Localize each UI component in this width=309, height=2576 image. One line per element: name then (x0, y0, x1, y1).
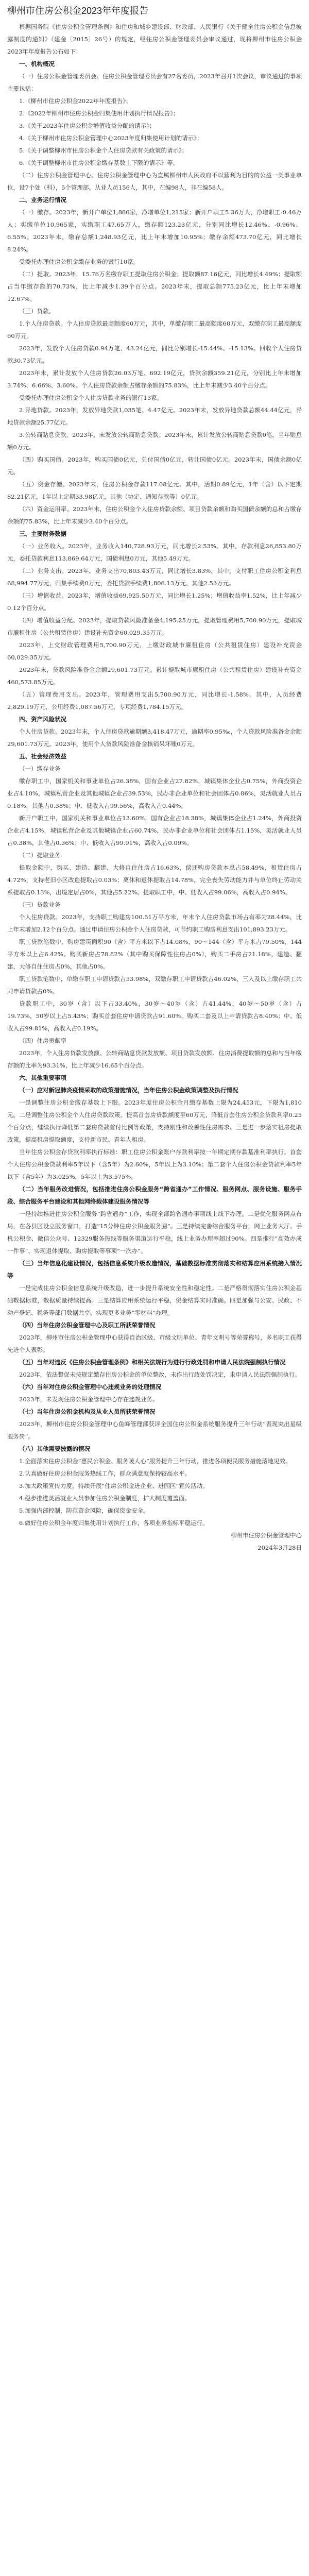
paragraph: 2023年，依法督促未按规定缴存住房公积金的单位整改，未作出行政处罚决定，未申请人民法院强制执行。 (19, 1371, 301, 1378)
paragraph: 一是调整住房公积金缴存基数上下限。2023年度住房公积金月缴存基数上限为24,453元，下限为1,810元。二是调整住房公积金个人住房贷款政策。提高首套房贷款额度至60万元，降低首套住房公积金贷款利率0.25个百分点，继续执行降低第二套房贷款首付比例等政策，支持刚性和改善性住房需求。三是进一步落实租房提取政策，提高租房提取额度，支持新市民、青年人租房。 (7, 1099, 302, 1143)
paragraph: 2.认真做好住房公积金服务热线工作，群众满意度保持较高水平。 (19, 1470, 191, 1477)
subsection-heading: （一）应对新冠肺炎疫情采取的政策措施情况，当年住房公积金政策调整及执行情况 (19, 1087, 238, 1094)
subsection-heading: （四）当年住房公积金管理中心及职工所获荣誉情况 (19, 1321, 156, 1329)
paragraph: 1.全面落实住房公积金“惠民公积金、服务暖人心”服务提升三年行动，推进各项便民服务措施落地见效。 (19, 1458, 291, 1465)
paragraph: （三）贷款业务 (19, 901, 61, 908)
paragraph: （一）住房公积金管理委员会。住房公积金管理委员会有27名委员，2023年召开1次会议，审议通过的事项主要包括： (7, 73, 302, 92)
paragraph: （一）业务收入。2023年，业务收入140,728.93万元，同比增长2.53%。其中，存款利息26,853.80万元，委托贷款利息113,869.64万元，国债利息0万元，其他5.49万元。 (7, 543, 302, 562)
paragraph: （一）缴存业务 (19, 765, 61, 772)
paragraph: 3.公转商贴息贷款。2023年，未发放公转商贴息贷款。2023年末，累计发放公转商贴息贷款0笔，当年贴息额0万元。 (7, 431, 302, 451)
paragraph: 2023年，柳州市住房公积金管理中心鱼峰管理部获评全国住房公积金系统服务提升三年行动“表现突出星级服务岗”。 (7, 1420, 302, 1440)
paragraph: （二）提取。2023年，15.76万名缴存职工提取住房公积金；提取额87.16亿元，同比增长4.49%；提取额占当年缴存额的70.73%，比上年减少1.39个百分点。2023年末，提取总额775.23亿元，比上年末增加12.67%。 (7, 270, 302, 302)
paragraph: 新开户职工中，国家机关和事业单位占13.60%，国有企业占18.38%，城镇集体企业占1.24%，外商投资企业占4.15%，城镇私营企业及其他城镇企业占60.74%，民办非企业单位和社会团体占1.15%，灵活就业人员占0.38%，其他占0.36%；中、低收入占99.91%，高收入占0.09%。 (7, 815, 302, 846)
section-heading: 三、主要财务数据 (19, 530, 66, 537)
paragraph: 6.做好住房公积金年度归集使用计划执行工作，各项业务指标平稳运行。 (19, 1519, 209, 1527)
paragraph: （二）住房公积金管理中心。住房公积金管理中心为直属柳州市人民政府不以营利为目的的公益一类事业单位，设7个处（科），5个管理部。从业人员156人，其中，在编98人，非在编58人。 (7, 172, 302, 191)
paragraph: 提取金额中，购买、建造、翻建、大修自住住房占16.63%，偿还购房贷款本息占58.49%，租赁住房占4.72%，支持老旧小区改造提取占0.03%；离休和退休提取占14.78%，完全丧失劳动能力并与单位终止劳动关系提取占0.13%，出境定居占0%，其他占5.22%。提取职工中，中、低收入占99.06%，高收入占0.94%。 (7, 864, 302, 896)
paragraph: 一是完成住房公积金信息系统升级改造，进一步提升系统安全性和稳定性。二是严格贯彻落实住房公积金基础数据标准，数据质量持续提高。三是结算应用系统运行平稳，资金结算实时准确。四是加强与公安、民政、不动产登记、税务等部门数据共享，实现更多业务“零材料”办理。 (7, 1284, 302, 1316)
subsection-heading: （二）当年服务改进情况，包括推进住房公积金服务“跨省通办”工作情况、服务网点、服务设施、服务手段、综合服务平台建设和其他网络载体建设服务情况等 (7, 1185, 302, 1205)
paragraph: 2.《2022年柳州市住房公积金归集使用计划执行情况报告》； (19, 110, 179, 117)
paragraph: 5.加强内部控制，防范资金风险，确保资金安全。 (19, 1507, 149, 1514)
subsection-heading: （三）当年信息化建设情况，包括信息系统升级改造情况，基础数据标准贯彻落实和结算应用系统接入情况等 (7, 1260, 302, 1279)
paragraph: （二）提取业务 (19, 852, 61, 859)
section-heading: 五、社会经济效益 (19, 753, 66, 760)
paragraph: （四）住房贡献率 (19, 1037, 66, 1044)
paragraph: 3.《关于2023年住房公积金增值收益分配的请示》； (19, 122, 156, 129)
paragraph: （五）管理费用支出。2023年，管理费用支出5,700.90万元，同比增长-1.58%。其中，人员经费2,829.19万元，公用经费1,087.56万元，专项经费1,784.15万元。 (7, 691, 302, 710)
section-heading: 二、业务运行情况 (19, 196, 66, 204)
section-heading: 六、其他重要事项 (19, 1074, 66, 1081)
paragraph: 5.《关于调整柳州市住房公积金个人住房贷款有关政策的请示》； (19, 147, 188, 154)
paragraph: 2.异地贷款。2023年，发放异地贷款1,035笔、4.47亿元。2023年末，发放异地贷款总额44.44亿元，异地贷款余额25.77亿元。 (7, 406, 302, 426)
paragraph: 职工贷款笔数中，单缴存职工申请贷款占53.98%，双缴存职工申请贷款占46.02%，三人及以上缴存职工共同申请贷款占0%。 (7, 975, 302, 995)
paragraph: 职工贷款笔数中，购房建筑面积90（含）平方米以下占14.08%，90～144（含）平方米占79.50%，144平方米以上占6.42%。购买新房占78.82%（其中购买保障性住房占0%），购买二手房占21.18%，建造、翻建、大修自住住房占0%，其他占0%。 (7, 938, 302, 970)
paragraph: （四）购买国债。2023年，购买国债0亿元，兑付国债0亿元，转让国债0亿元。2023年末，国债余额0亿元。 (7, 456, 302, 476)
paragraph: 贷款职工中，30岁（含）以下占33.40%，30岁～40岁（含）占41.44%，40岁～50岁（含）占19.73%，50岁以上占5.43%；购买首套住房申请贷款占91.60%，购买二套及以上申请贷款占8.40%；中、低收入占99.81%，高收入占0.19%。 (7, 1000, 302, 1032)
paragraph: 6.《关于调整柳州市住房公积金缴存基数上下限的请示》等。 (19, 159, 179, 166)
subsection-heading: （八）其他需要披露的情况 (19, 1445, 90, 1452)
subsection-heading: （七）当年住房公积金机构及从业人员所获荣誉情况 (19, 1408, 156, 1415)
paragraph: （一）缴存。2023年，新开户单位1,886家，净增单位1,215家；新开户职工5.36万人，净增职工-0.46万人；实缴单位10,965家，实缴职工47.65万人，缴存额123.23亿元，分别同比增长12.46%、-0.96%、6.55%。2023年末，缴存总额1,248.93亿元，比上年末增加10.95%；缴存余额473.70亿元，同比增长8.24%。 (7, 209, 302, 253)
section-heading: 一、机构概况 (19, 60, 55, 67)
report-body (7, 21, 302, 1554)
paragraph: 1.个人住房贷款。个人住房贷款最高额度60万元，其中，单缴存职工最高额度60万元，双缴存职工最高额度60万元。 (7, 320, 302, 340)
paragraph: （二）业务支出。2023年，业务支出70,803.43万元，同比增长3.83%。其中，支付职工住房公积金利息68,994.77万元，归集手续费0万元，委托贷款手续费1,806.13万元，其他2.53万元。 (7, 567, 302, 587)
paragraph: 受委托办理住房公积金个人住房贷款业务的银行13家。 (19, 394, 163, 401)
paragraph: 2023年，未发现住房公积金管理中心存在违规业务。 (19, 1396, 159, 1403)
signature-line: 2024年3月28日 (258, 1544, 302, 1551)
section-heading: 四、资产风险状况 (19, 716, 66, 723)
page-title: 柳州市住房公积金2023年年度报告 (7, 6, 149, 16)
paragraph: （四）增值收益分配。2023年，提取贷款风险准备金4,195.25万元，提取管理费用5,700.90万元，提取城市廉租住房（公共租赁住房）建设补充资金60,029.35万元。 (7, 617, 302, 636)
paragraph: 4.《关于柳州市住房公积金管理中心2023年度归集使用计划的请示》； (19, 134, 203, 142)
signature-line: 柳州市住房公积金管理中心 (231, 1532, 302, 1539)
paragraph: 当年住房公积金存贷款利率执行标准：职工住房公积金账户存款利率按一年期定期存款基准利率执行。首套个人住房公积金贷款利率5年以下（含5年）为2.60%，5年以上为3.10%；第二套个人住房公积金贷款利率5年以下（含5年）为3.025%，5年以上为3.575%。 (7, 1148, 302, 1180)
paragraph: （三）增值收益。2023年，增值收益69,925.50万元，同比增长1.25%；增值收益率1.52%，比上年减少0.12个百分点。 (7, 592, 302, 612)
paragraph: 个人住房贷款。2023年，支持职工购建房100.51万平方米，年末个人住房贷款市场占有率为28.44%，比上年末增加2.12个百分点。通过申请住房公积金个人住房贷款，可节约职工购房利息支出101,893.23万元。 (7, 913, 302, 933)
paragraph: （五）资金存储。2023年末，住房公积金存款117.08亿元。其中，活期0.89亿元，1年（含）以下定期82.21亿元，1年以上定期33.98亿元，其他（协定、通知存款等）0亿元。 (7, 481, 302, 500)
paragraph: 缴存职工中，国家机关和事业单位占26.38%，国有企业占27.82%，城镇集体企业占0.75%，外商投资企业占4.10%，城镇私营企业及其他城镇企业占39.53%，民办非企业单位和社会团体占0.86%，灵活就业人员占0.18%，其他占0.38%；中、低收入占99.56%，高收入占0.44%。 (7, 777, 302, 809)
paragraph: （六）资金运用率。2023年末，住房公积金个人住房贷款余额、项目贷款余额和购买国债余额的总和占缴存余额的75.83%，比上年末减少3.40个百分点。 (7, 505, 302, 525)
paragraph: 个人住房贷款。2023年末，个人住房贷款逾期额3,418.47万元，逾期率0.95‰，个人贷款风险准备金余额29,601.73万元。2023年，使用个人贷款风险准备金核销呆坏账0万元。 (7, 728, 302, 748)
paragraph: 2023年，发放个人住房贷款0.94万笔、43.24亿元，同比分别增长-15.44%、-15.13%。回收个人住房贷款30.73亿元。 (7, 345, 302, 364)
paragraph: 受委托办理住房公积金缴存业务的银行10家。 (19, 258, 140, 265)
paragraph: （三）贷款。 (19, 308, 55, 315)
paragraph: 2023年，柳州市住房公积金管理中心获得自治区级、市级文明单位、青年文明号等荣誉称号，多名职工获得先进个人表彰。 (7, 1334, 302, 1353)
paragraph: 2023年，上交财政管理费用5,700.90万元，上缴财政城市廉租住房（公共租赁住房）建设补充资金60,029.35万元。 (7, 641, 302, 661)
paragraph: 2023年末，贷款风险准备金余额29,601.73万元。累计提取城市廉租住房（公共租赁住房）建设补充资金460,573.85万元。 (7, 666, 302, 686)
paragraph: 根据国务院《住房公积金管理条例》和住房和城乡建设部、财政部、人民银行《关于健全住房公积金信息披露制度的通知》（建金〔2015〕26号）的规定，经住房公积金管理委员会审议通过，现将柳州市住房公积金2023年年度报告公布如下： (7, 23, 302, 55)
paragraph: 4.稳步推进灵活就业人员参加住房公积金制度，扩大制度覆盖面。 (19, 1495, 191, 1502)
paragraph: 2023年末，累计发放个人住房贷款26.03万笔、692.19亿元，贷款余额359.21亿元，分别比上年末增加3.74%、6.66%、3.60%。个人住房贷款余额占缴存余额的75.83%，比上年末减少3.40个百分点。 (7, 369, 302, 389)
paragraph: 一是持续推进住房公积金服务“跨省通办”工作，实现全部跨省通办事项线上线下办理。二是优化服务网点布局，在各县区设立服务窗口，打造“15分钟住房公积金服务圈”。三是持续完善综合服务平台，网上业务大厅、手机公积金、微信公众号、12329服务热线等服务渠道运行平稳，线上业务办理率超过90%。四是推行“高效办成一件事”，实现退休提取、购房提取等事项“一次办”。 (7, 1210, 302, 1255)
subsection-heading: （五）当年对违反《住房公积金管理条例》和相关法规行为进行行政处罚和申请人民法院强制执行情况 (19, 1359, 286, 1366)
paragraph: 1.《柳州市住房公积金2022年年度报告》； (19, 97, 132, 105)
paragraph: 3.加大政策宣传力度，持续开展“住房公积金进企业、进园区”宣传活动。 (19, 1482, 209, 1489)
subsection-heading: （六）当年对住房公积金管理中心违规业务的处理情况 (19, 1383, 161, 1391)
paragraph: 2023年，个人住房贷款发放额、公转商贴息贷款发放额、项目贷款发放额、住房消费提取额的总和与当年缴存额的比率为93.31%，比上年减少16.65个百分点。 (7, 1049, 302, 1069)
